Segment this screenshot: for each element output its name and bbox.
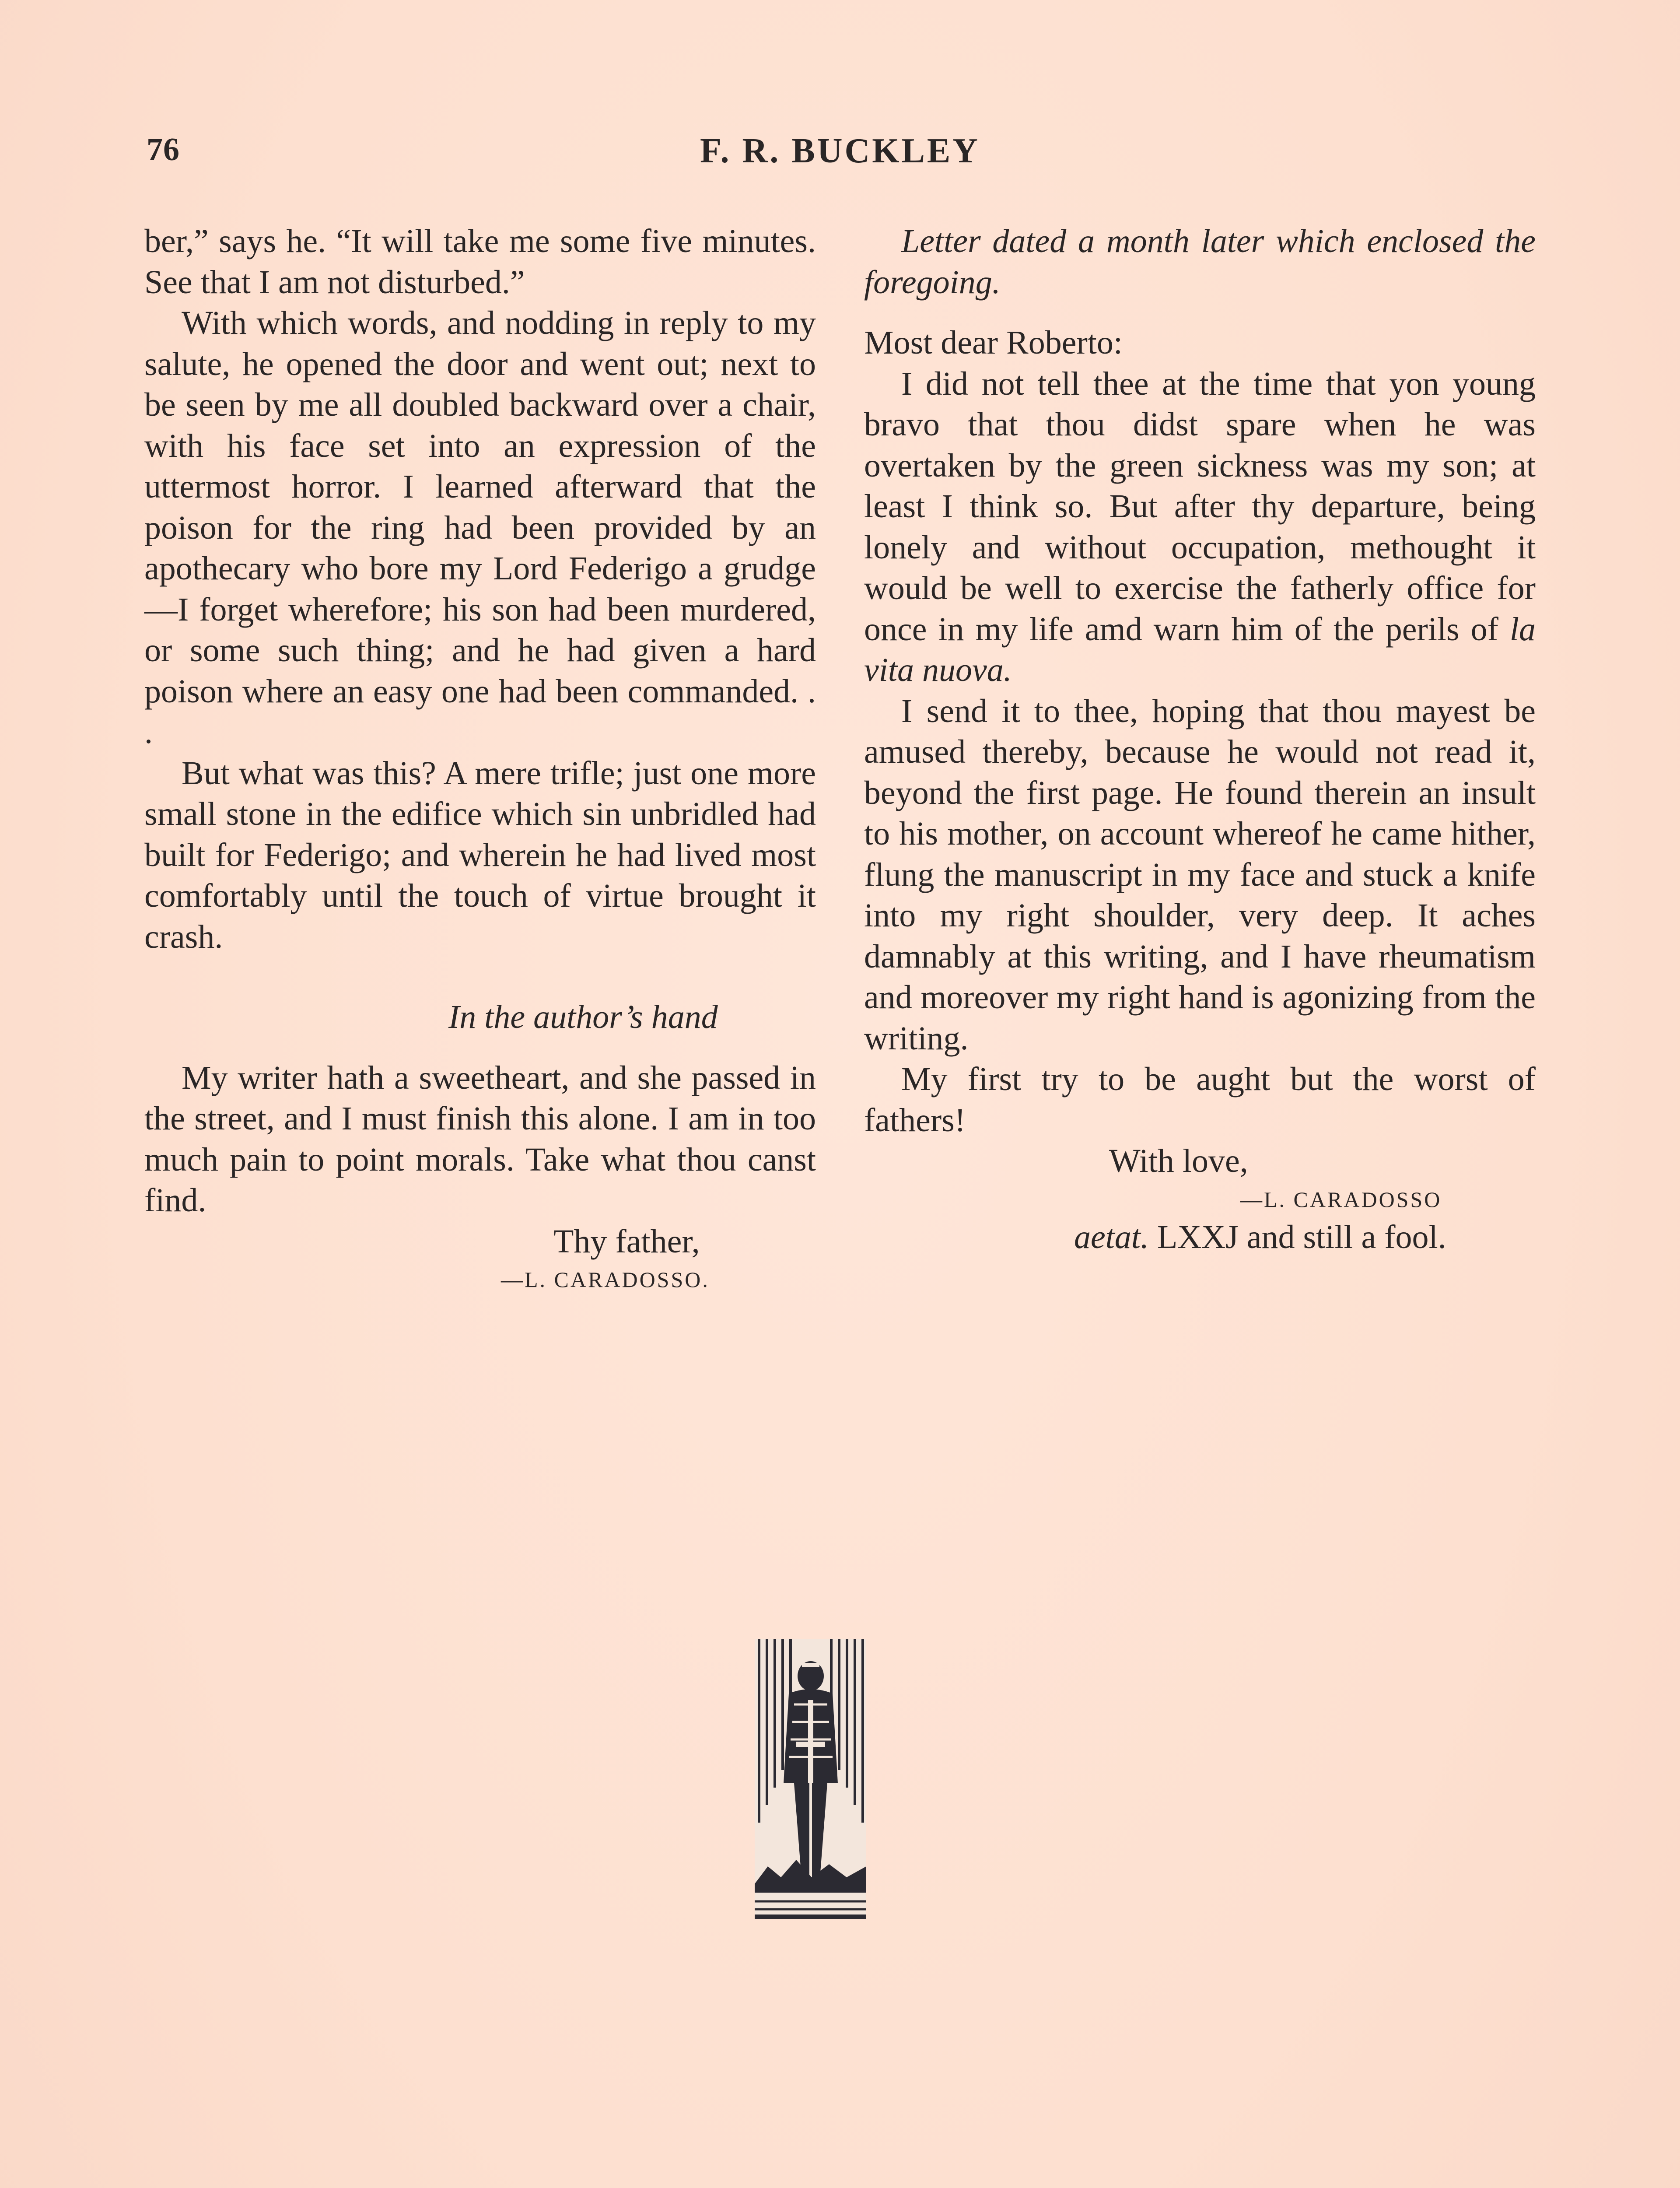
right-closing: With love, (1109, 1143, 1248, 1179)
knight-woodcut-icon (755, 1639, 866, 1919)
right-paragraph-1-text: I did not tell thee at the time that yon young bravo that thou didst spare when he was overtaken by the green sickness was my son; at least I think so. But after thy departure, being lonely and without occupation, methought it would be well to exercise the fatherly office for once in my life amd warn him of the perils of (864, 365, 1536, 648)
right-aetat-italic: aetat. (1074, 1218, 1149, 1255)
right-paragraph-1-italic: la vita nuova. (864, 610, 1536, 688)
right-letter-heading: Letter dated a month later which enclosed the foregoing. (864, 223, 1536, 301)
right-paragraph-3: My first try to be aught but the worst of fathers! (864, 1061, 1536, 1139)
right-signature: —L. CARADOSSO (1240, 1187, 1442, 1212)
left-paragraph-3: But what was this? A mere trifle; just one more small stone in the edifice which sin unbridled had built for Federigo; and wherein he had lived most comfortably until the touch of virtue brought it crash. (144, 754, 816, 955)
running-title: F. R. BUCKLEY (700, 132, 980, 170)
left-paragraph-4: My writer hath a sweetheart, and she passed in the street, and I must finish this alone. I am in too much pain to point morals. Take what thou canst find. (144, 1059, 816, 1219)
page-number: 76 (147, 132, 180, 168)
right-paragraph-1 (864, 364, 1536, 691)
left-paragraph-2: With which words, and nodding in reply to my salute, he opened the door and went out; next to be seen by me all doubled backward over a chair, with his face set into an expression of the uttermost horror. I learned afterward that the poison for the ring had been provided by an apothecary who bore my Lord Federigo a grudge—I forget wherefore; his son had been murdered, or some such thing; and he had given a hard poison where an easy one had been commanded. . . (144, 305, 816, 750)
right-paragraph-2: I send it to thee, hoping that thou mayest be amused thereby, because he would not read it, beyond the first page. He found therein an insult to his mother, on account whereof he came hither, flung the manuscript in my face and stuck a knife into my right shoulder, very deep. It aches damnably at this writing, and I have rheumatism and moreover my right hand is agonizing from the writing. (864, 692, 1536, 1057)
left-section-heading: In the author’s hand (448, 999, 718, 1035)
left-paragraph-1: ber,” says he. “It will take me some five minutes. See that I am not disturbed.” (144, 223, 816, 301)
left-signature: —L. CARADOSSO. (501, 1267, 710, 1292)
left-closing: Thy father, (553, 1223, 700, 1260)
right-aetat-text: LXXJ and still a fool. (1148, 1218, 1446, 1255)
right-salutation: Most dear Roberto: (864, 324, 1123, 361)
right-column (864, 221, 1536, 1258)
left-column (144, 221, 816, 1297)
right-aetat-line (864, 1217, 1536, 1258)
